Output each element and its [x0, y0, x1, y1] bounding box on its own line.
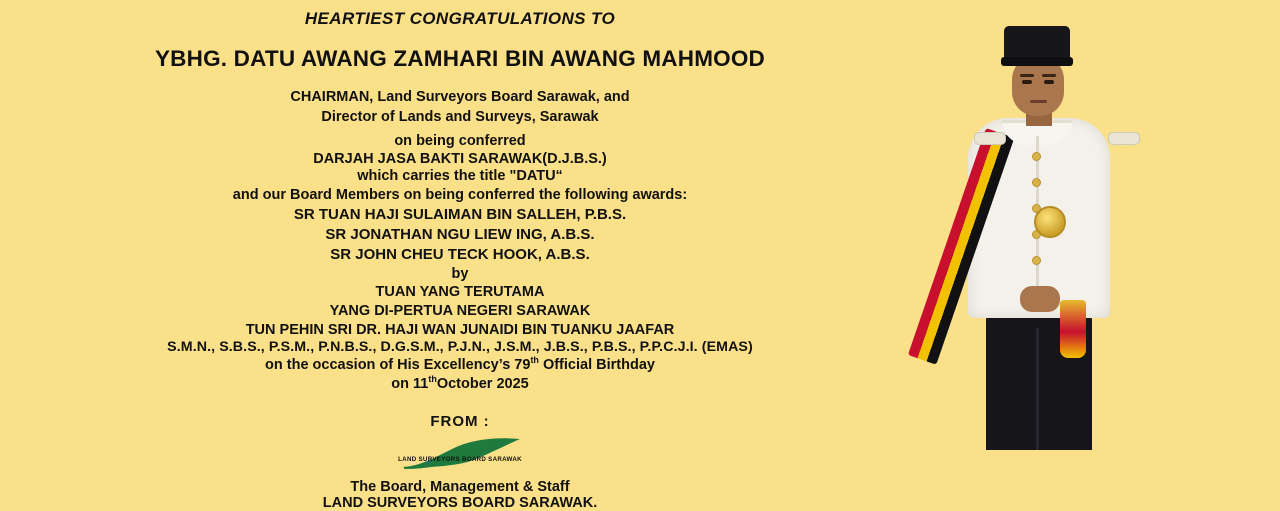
logo-mark-icon — [398, 437, 522, 469]
conferrer-postnominals: S.M.N., S.B.S., P.S.M., P.N.B.S., D.G.S.M., P.J.N., J.S.M., J.B.S., P.B.S., P.P.C.J.I. (EMAS) — [167, 339, 753, 356]
occasion-prefix: on the occasion of His Excellency’s 79 — [265, 356, 531, 373]
portrait-medal — [1034, 206, 1066, 238]
portrait-eye-left — [1022, 80, 1032, 84]
date-suffix: October 2025 — [436, 376, 529, 393]
list-item: SR TUAN HAJI SULAIMAN BIN SALLEH, P.B.S. — [293, 206, 627, 224]
portrait-tassel — [1060, 300, 1086, 358]
date-prefix: on 11 — [391, 376, 429, 393]
occasion-suffix: Official Birthday — [538, 356, 655, 373]
portrait-hands — [1020, 286, 1060, 312]
event-date — [0, 374, 920, 393]
by-label: by — [451, 265, 469, 282]
congratulations-heading: HEARTIEST CONGRATULATIONS TO — [304, 9, 616, 28]
conferrer-title-2: YANG DI-PERTUA NEGERI SARAWAK — [329, 302, 591, 319]
honoree-name: YBHG. DATU AWANG ZAMHARI BIN AWANG MAHMOOD — [154, 46, 766, 71]
date-ordinal-suffix: th — [428, 374, 437, 385]
list-item: SR JONATHAN NGU LIEW ING, A.B.S. — [325, 226, 595, 244]
occasion-text — [0, 355, 920, 374]
portrait-eyebrow-right — [1042, 74, 1056, 77]
portrait-of-honoree — [942, 0, 1172, 450]
portrait-epaulette-right — [1108, 132, 1140, 145]
conferrer-name: TUN PEHIN SRI DR. HAJI WAN JUNAIDI BIN TUANKU JAAFAR — [245, 321, 675, 338]
logo-text: LAND SURVEYORS BOARD SARAWAK — [398, 455, 522, 463]
award-title: DARJAH JASA BAKTI SARAWAK(D.J.B.S.) — [313, 151, 607, 168]
portrait-songkok-hat — [1004, 26, 1070, 62]
portrait-eyebrow-left — [1020, 74, 1034, 77]
portrait-button — [1032, 178, 1041, 187]
on-being-conferred-text: on being conferred — [394, 133, 526, 150]
honoree-role — [0, 88, 920, 127]
portrait-button — [1032, 256, 1041, 265]
list-item: SR JOHN CHEU TECK HOOK, A.B.S. — [330, 245, 590, 263]
portrait-mouth — [1030, 100, 1047, 103]
board-members-intro: and our Board Members on being conferred the following awards: — [232, 187, 688, 204]
awardee-list — [0, 205, 920, 265]
portrait-eye-right — [1044, 80, 1054, 84]
organization-logo — [0, 436, 920, 478]
carries-title-text: which carries the title "DATU“ — [357, 168, 563, 185]
conferrer-title-1: TUAN YANG TERUTAMA — [375, 284, 545, 301]
honoree-role-line-2: Director of Lands and Surveys, Sarawak — [321, 108, 599, 125]
portrait-epaulette-left — [974, 132, 1006, 145]
occasion-ordinal-suffix: th — [530, 355, 539, 366]
honoree-role-line-1: CHAIRMAN, Land Surveyors Board Sarawak, and — [290, 89, 630, 105]
footer-line-2: LAND SURVEYORS BOARD SARAWAK. — [322, 494, 598, 511]
from-label: FROM : — [430, 412, 490, 430]
portrait-button — [1032, 152, 1041, 161]
footer-line-1: The Board, Management & Staff — [350, 478, 570, 495]
